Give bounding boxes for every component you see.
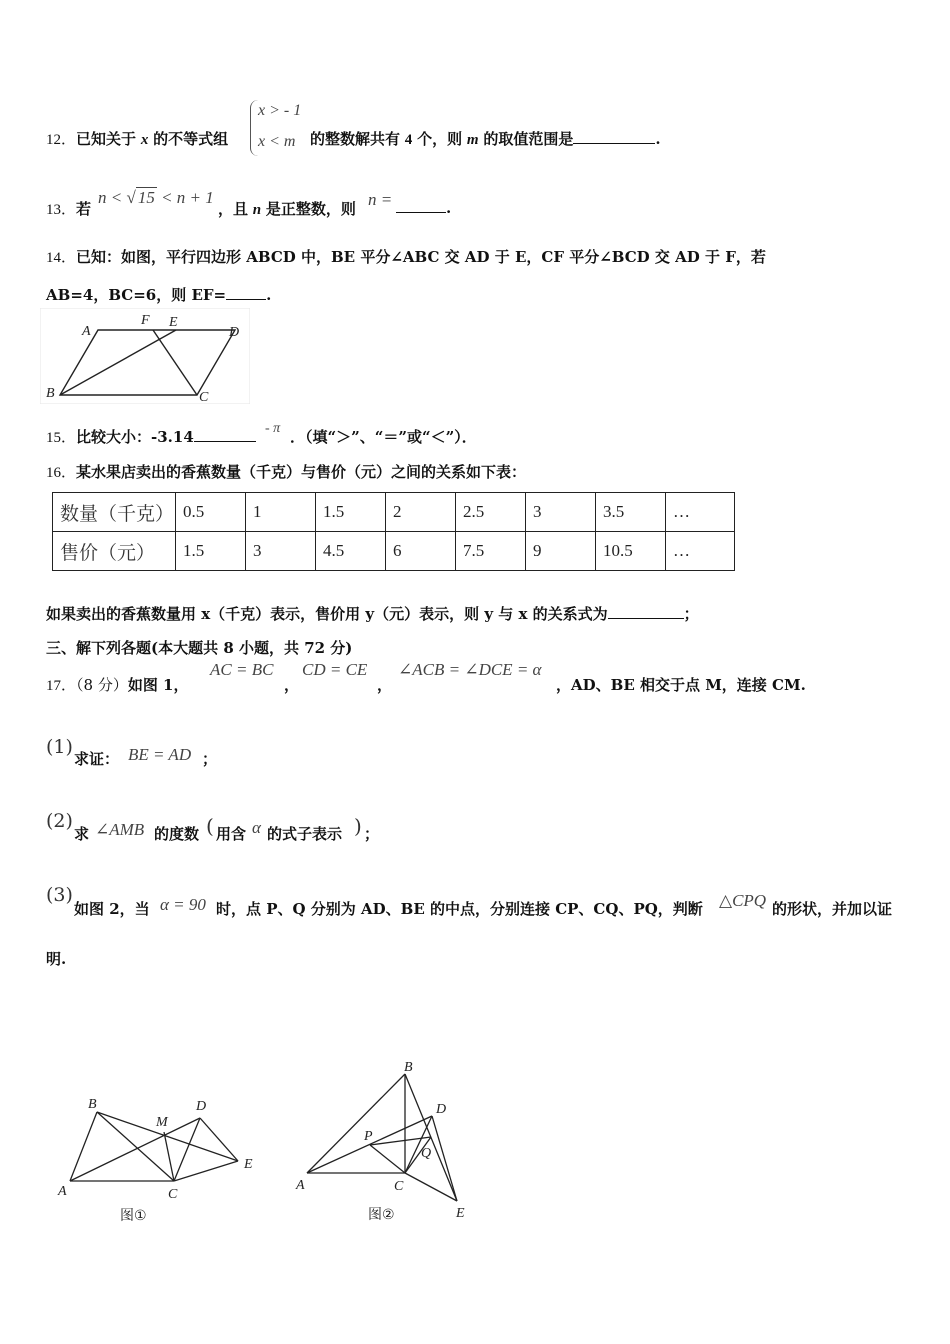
table-cell: 0.5 [176,493,246,532]
q17-part2-number: (2) [46,810,73,832]
table-cell: 7.5 [456,532,526,571]
label-b: B [46,386,55,401]
q17-part1-text: 求证： [74,750,120,768]
q13-result: n = [368,190,393,209]
q17-part2-math: ∠AMB [95,820,145,839]
fig1-label-a: A [58,1184,67,1199]
q13-expression [98,188,214,208]
q13-end: . [446,199,452,217]
q14-line1 [46,246,766,267]
q12-text-post3: 的取值范围是 [483,130,574,148]
q17-score: （8 分） [76,676,128,694]
q13-expr-left: n < [98,188,123,207]
fig1-label-d: D [196,1099,207,1114]
segment-cd [405,1116,432,1173]
q12-text-post: 的整数解共有 [310,130,401,148]
fig2-label-p: P [364,1129,373,1144]
q12-answer-blank[interactable] [573,129,655,144]
q17-part3-line2: 明. [46,950,67,968]
label-c: C [199,390,209,404]
table-cell: 4.5 [316,532,386,571]
q17-line [46,674,189,695]
fig1-label-m: M [156,1115,168,1130]
table-cell: 10.5 [596,532,666,571]
q15-number: 15． [46,430,77,446]
q12-text: 已知关于 [76,130,137,148]
q17-part2-mid2: 用含 [216,825,247,843]
q16-question: 如果卖出的香蕉数量用 x（千克）表示，售价用 y（元）表示，则 y 与 x 的关系式为 [46,605,608,623]
q17-cond-2: CD = CE [302,660,368,679]
segment-pq [370,1137,431,1145]
q17-part3-text: 时，点 P、Q 分别为 AD、BE 的中点，分别连接 CP、CQ、PQ，判断 [216,900,703,918]
q14-text-line1: 已知：如图，平行四边形 ABCD 中，BE 平分∠ABC 交 AD 于 E，CF 平分∠BCD 交 AD 于 F，若 [76,248,766,266]
q14-text-line2: AB=4，BC=6，则 EF= [46,286,227,304]
segment-ad [70,1118,200,1181]
table-cell: … [666,532,735,571]
q13-answer-blank[interactable] [396,198,446,213]
table-cell: 2 [386,493,456,532]
q16-number: 16． [46,465,77,481]
q12-var-x: x [140,132,149,148]
label-f: F [141,313,150,328]
table-cell: 1.5 [176,532,246,571]
table-cell: 9 [526,532,596,571]
q16-line [46,461,526,482]
q17-part1-end: ； [202,750,218,768]
q12-number: 12． [46,132,77,148]
segment-ad [307,1116,432,1173]
q12-ineq-2: x < m [258,133,296,150]
q17-comma: ， [284,676,300,694]
q17-part2-alpha: α [252,818,261,837]
fig1-label-e: E [244,1157,253,1172]
q13-text: 若 [76,200,92,218]
q17-part2-paren-close: ) [354,814,362,838]
q17-part2-paren-open: ( [206,814,214,838]
q13-text-mid: ，且 [218,200,249,218]
q16-text: 某水果店卖出的香蕉数量（千克）与售价（元）之间的关系如下表： [76,463,527,481]
table-cell: 6 [386,532,456,571]
segment-cd [174,1118,200,1181]
q17-part2-mid3: 的式子表示 [267,825,343,843]
q17-part2-end: ； [364,825,380,843]
q17-part3-triangle: △CPQ [719,891,767,910]
q16-end: ； [683,605,699,623]
table-cell: 3 [526,493,596,532]
q17-part3-pre: 如图 2，当 [74,900,150,918]
q12-text-mid: 的不等式组 [153,130,229,148]
q13-blank-wrap [396,198,451,217]
q14-end: . [266,286,272,304]
q13-radicand: 15 [137,188,155,207]
q12-text-post2: 个，则 [417,130,463,148]
table-cell: 3 [246,532,316,571]
segment-ce [174,1161,238,1181]
fig2-label-b: B [404,1060,413,1075]
label-a: A [82,324,91,339]
q14-parallelogram-figure [40,308,250,404]
q17-part2-pre: 求 [74,825,90,843]
q15-text-post: ．（填“＞”、“＝”或“＜”）． [290,428,477,446]
fig1-label-b: B [88,1097,97,1112]
q12-var-m: m [466,132,479,148]
q12-ineq-1: x > - 1 [258,102,302,119]
q14-number: 14． [46,250,77,266]
q16-table [52,492,735,571]
q17-cond-3: ∠ACB = ∠DCE = α [398,660,542,679]
section-title: 三、解下列各题(本大题共 8 小题，共 72 分) [46,639,353,657]
q17-text-pre: 如图 1， [127,676,189,694]
q17-part1-math: BE = AD [128,745,192,764]
q14-line2 [46,284,271,305]
q17-part3-math: α = 90 [160,895,206,914]
segment-cf [153,330,197,395]
label-d: D [229,325,240,340]
segment-cp [370,1145,405,1173]
segment-ab [307,1074,405,1173]
q12-line-end [310,128,661,149]
table-cell: 3.5 [596,493,666,532]
segment-ab [70,1112,97,1181]
segment-de [432,1116,457,1201]
segment-ce [405,1173,457,1201]
figure-2 [290,1055,490,1230]
fig2-label-a: A [296,1178,305,1193]
q13-expr-right: < n + 1 [161,188,214,207]
table-cell: 1 [246,493,316,532]
q14-answer-blank[interactable] [226,285,266,300]
q15-answer-blank[interactable] [194,427,256,442]
figure-1 [50,1090,280,1230]
table-cell: … [666,493,735,532]
q16-question-line [46,603,699,624]
fig1-label-c: C [168,1187,178,1202]
fig1-caption: 图① [120,1208,147,1224]
q17-part2-mid: 的度数 [154,825,200,843]
q15-text: 比较大小：-3.14 [76,428,194,446]
fig2-label-e: E [456,1206,465,1221]
table-row [53,532,735,571]
label-e: E [169,315,178,330]
q17-text-post: ，AD、BE 相交于点 M，连接 CM. [556,676,806,694]
fig2-caption: 图② [368,1207,395,1223]
q17-cond-1: AC = BC [210,660,274,679]
q17-part1-number: (1) [46,736,73,758]
q15-line [46,426,256,447]
q12-end: . [655,130,661,148]
q13-line [46,198,91,219]
segment-be [60,330,176,395]
q17-comma: ， [377,676,393,694]
fig2-label-q: Q [421,1146,432,1161]
q17-part3-number: (3) [46,884,73,906]
q15-pi: - π [265,421,281,436]
table-header-quantity: 数量（千克） [53,493,176,532]
q17-part3-post: 的形状，并加以证 [772,900,893,918]
q12-count: 4 [404,132,413,148]
q13-number: 13． [46,202,77,218]
q12-line [46,128,228,149]
table-row [53,493,735,532]
fig2-label-d: D [436,1102,447,1117]
q17-number: 17． [46,678,77,694]
table-cell: 2.5 [456,493,526,532]
fig2-label-c: C [394,1179,404,1194]
q16-answer-blank[interactable] [608,604,684,619]
parallelogram-abcd [60,330,235,395]
table-header-price: 售价（元） [53,532,176,571]
table-cell: 1.5 [316,493,386,532]
sqrt-icon: √ [126,188,136,207]
q13-var-n: n [252,202,262,218]
q13-line-mid [218,198,356,219]
q13-text-mid2: 是正整数，则 [265,200,356,218]
